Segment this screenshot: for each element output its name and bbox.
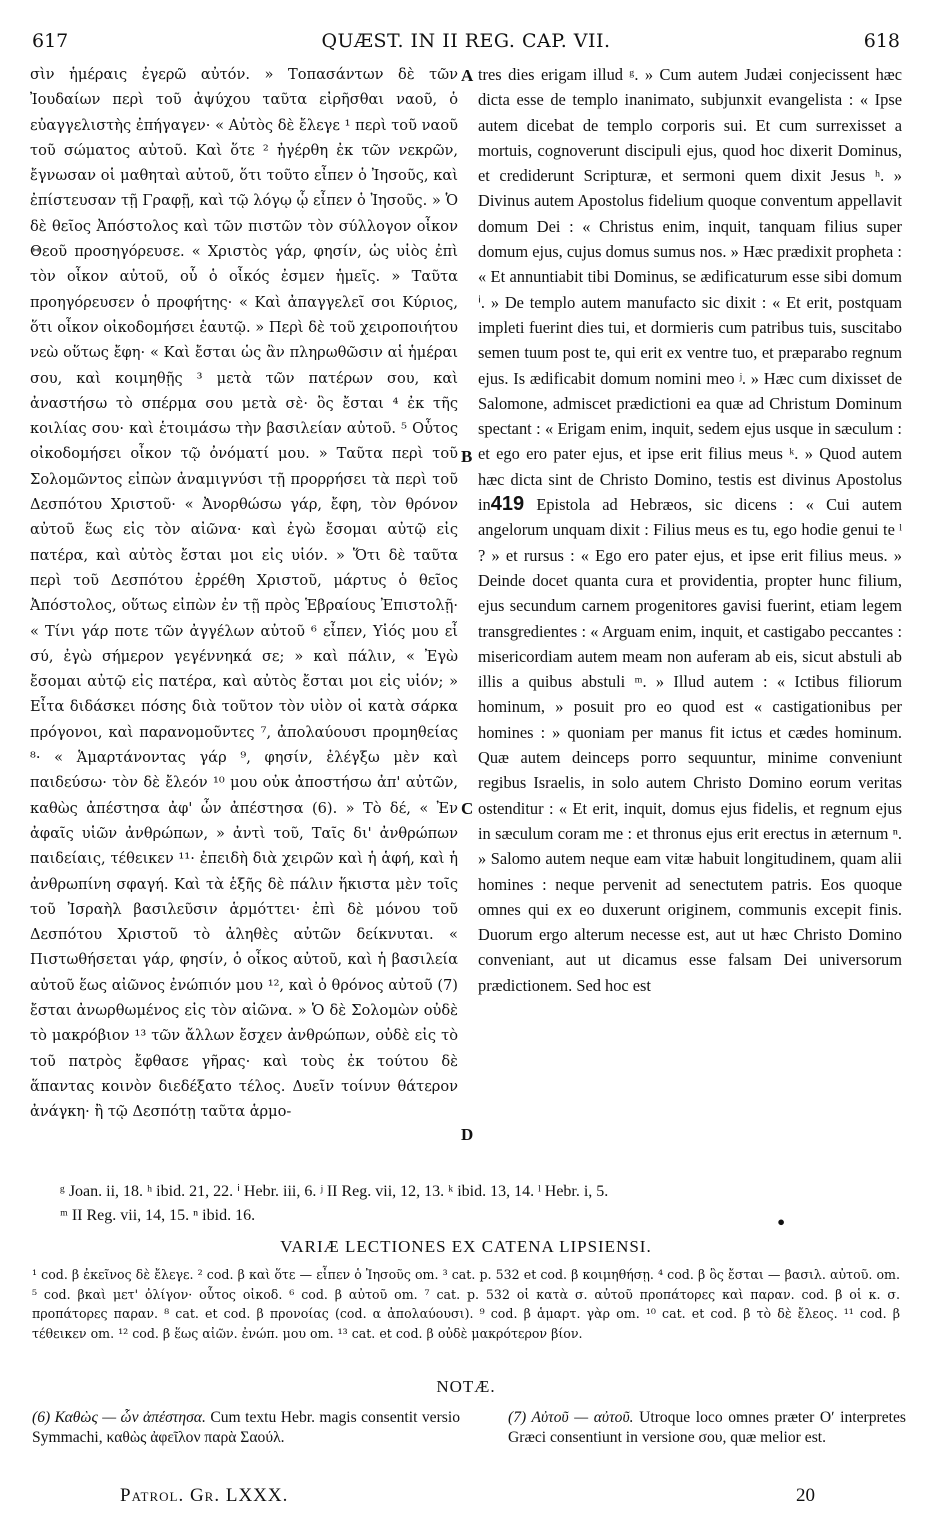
running-header bbox=[32, 30, 900, 56]
reference-line-2: ᵐ II Reg. vii, 14, 15. ⁿ ibid. 16. bbox=[60, 1207, 256, 1224]
note-6 bbox=[32, 1408, 460, 1448]
margin-marker-b: B bbox=[461, 447, 473, 466]
latin-text bbox=[478, 62, 902, 998]
greek-text: σὶν ἡμέραις ἐγερῶ αὐτόν. » Τοπασάντων δὲ τῶν Ἰουδαίων περὶ τοῦ ἀψύχου ταῦτα εἰρῆσθαι ναοῦ, ὁ εὐαγγελιστὴς ἐπήγαγεν· « Αὐτὸς δὲ ἔλεγε ¹ περὶ τοῦ ναοῦ τοῦ σώματος αὐτοῦ. Καὶ ὅτε ² ἠγέρθη ἐκ τῶν νεκρῶν, ἔγνωσαν οἱ μαθηταὶ αὐτοῦ, ὅτι τοῦτο εἶπεν ὁ Ἰησοῦς, καὶ ἐπίστευσαν τῇ Γραφῇ, καὶ τῷ λόγῳ ᾧ εἶπεν ὁ Ἰησοῦς. » Ὁ δὲ θεῖος Ἀπόστολος καὶ τῶν πιστῶν τὸν σύλλογον οἶκον Θεοῦ προσηγόρευσε. « Χριστὸς γάρ, φησίν, ὡς υἱὸς ἐπὶ τὸν οἶκον αὐτοῦ, οὗ ὁ οἶκός ἐσμεν ἡμεῖς. » Ταῦτα προηγόρευσεν ὁ προφήτης· « Καὶ ἀπαγγελεῖ σοι Κύριος, ὅτι οἶκον οἰκοδομήσει ἑαυτῷ. » Περὶ δὲ τοῦ χειροποιήτου νεὼ οὕτως ἔφη· « Καὶ ἔσται ὡς ἂν πληρωθῶσιν αἱ ἡμέραι σου, καὶ κοιμηθῇς ³ μετὰ τῶν πατέρων σου, καὶ ἀναστήσω τὸ σπέρμα σου μετὰ σὲ· ὃς ἔσται ⁴ ἐκ τῆς κοιλίας σου· καὶ ἑτοιμάσω τὴν βασιλείαν αὐτοῦ. ⁵ Οὗτος οἰκοδομήσει οἶκον τῷ ὀνόματί μου. » Ταῦτα περὶ τοῦ Σολομῶντος εἰπὼν ἀναμιγνύσι τῇ προρρήσει τὰ περὶ τοῦ Δεσπότου Χριστοῦ· « Ἀνορθώσω γάρ, ἔφη, τὸν θρόνον αὐτοῦ ἕως εἰς τὸν αἰῶνα· καὶ ἐγὼ ἔσομαι αὐτῷ εἰς πατέρα, καὶ αὐτὸς ἔσται μοι εἰς υἱόν. » Ὅτι δὲ ταῦτα περὶ τοῦ Δεσπότου ἐρρέθη Χριστοῦ, μάρτυς ὁ θεῖος Ἀπόστολος, οὕτως εἰπὼν ἐν τῇ πρὸς Ἑβραίους Ἐπιστολῇ· « Τίνι γάρ ποτε τῶν ἀγγέλων αὐτοῦ ⁶ εἶπεν, Υἱός μου εἶ σύ, ἐγὼ σήμερον γεγέννηκά σε; » καὶ πάλιν, « Ἐγὼ ἔσομαι αὐτῷ εἰς πατέρα, καὶ αὐτὸς ἔσται μοι εἰς υἱόν; » Εἶτα διδάσκει πόσης διὰ τοῦτον τὸν υἱὸν οἱ κατὰ σάρκα πρόγονοι, καὶ παρανομοῦντες ⁷, ἀπολαύουσι προμηθείας ⁸· « Ἁμαρτάνοντας γάρ ⁹, φησίν, ἐλέγξω μὲν καὶ παιδεύσω· τὸν δὲ ἔλεόν ¹⁰ μου οὐκ ἀποστήσω ἀπ' αὐτῶν, καθὼς ἀπέστησα ἀφ' ὧν ἀπέστησα (6). » Τὸ δέ, « Ἐν ἀφαῖς υἱῶν ἀνθρώπων, » ἀντὶ τοῦ, Ταῖς δι' ἀνθρώπων παιδείαις, τέθεικεν ¹¹· ἐπειδὴ διὰ χειρῶν καὶ ἡ ἁφή, καὶ ἡ ἀνθρωπίνη σφαγή. Καὶ τὰ ἑξῆς δὲ πάλιν ἥκιστα μὲν τοῖς τοῦ Ἰσραὴλ βασιλεῦσιν ἁρμόττει· ἐπὶ δὲ μόνου τοῦ Δεσπότου Χριστοῦ τὸ ἀληθὲς αὐτῶν δείκνυται. « Πιστωθήσεται γάρ, φησίν, ὁ οἶκος αὐτοῦ, καὶ ἡ βασιλεία αὐτοῦ ἕως αἰῶνος ἐνώπιόν μου ¹², καὶ ὁ θρόνος αὐτοῦ (7) ἔσται ἀνωρθωμένος εἰς τὸν αἰῶνα. » Ὁ δὲ Σολομὼν οὐδὲ τὸ μακρόβιον ¹³ τῶν ἄλλων ἔσχεν ἀνθρώπων, οὐδὲ εἰς τὸ τοῦ πατρὸς ἔφθασε γῆρας· καὶ τοὺς ἐκ τούτου δὲ ἅπαντας κοινὸν διεδέξατο τέλος. Δυεῖν τοίνυν θάτερον ἀνάγκη· ἢ τῷ Δεσπότῃ ταῦτα ἁρμο- bbox=[30, 66, 458, 1121]
column-number: 419 bbox=[490, 493, 525, 516]
page-number-right: 618 bbox=[863, 30, 900, 52]
variae-lectiones-title: VARIÆ LECTIONES EX CATENA LIPSIENSI. bbox=[280, 1237, 652, 1256]
page-footer bbox=[120, 1485, 822, 1511]
notae-title: NOTÆ. bbox=[436, 1377, 496, 1396]
note-7 bbox=[508, 1408, 906, 1448]
note-6-lemma: (6) Καθὼς — ὧν ἀπέστησα. bbox=[32, 1409, 206, 1426]
variant-readings-text: ¹ cod. β ἐκεῖνος δὲ ἔλεγε. ² cod. β καὶ ὅτε — εἶπεν ὁ Ἰησοῦς om. ³ cat. p. 532 et cod. β κοιμηθήσῃ. ⁴ cod. β ὃς ἔσται — βασιλ. αὐτοῦ. om. ⁵ cod. βκαὶ μετ' ὀλίγον· οὗτος οἰκοδ. ⁶ cod. β αὐτοῦ om. ⁷ cat. p. 532 οἱ κατὰ σ. αὐτοῦ προπάτορες καὶ παραν. cod. β οἱ κ. σ. προπάτορες παραν. ⁸ cat. et cod. β προνοίας (cod. α ἀπολαύουσι). ⁹ cod. β ἁμαρτ. γὰρ om. ¹⁰ cat. et cod. β τὸ δὲ ἔλεος. ¹¹ cod. β τέθεικεν om. ¹² cod. β ἕως αἰῶν. ἐνώπ. μου om. ¹³ cat. et cod. β οὐδὲ μακρότερον βίον. bbox=[32, 1267, 900, 1341]
ornament-dot: • bbox=[776, 1213, 787, 1232]
note-7-text: Utroque loco omnes præter Οʹ interpretes Græci consentiunt in versione σου, quæ melior est. bbox=[508, 1409, 906, 1446]
latin-column bbox=[478, 62, 902, 1152]
margin-marker-d: D bbox=[461, 1125, 474, 1144]
running-title: QUÆST. IN II REG. CAP. VII. bbox=[321, 30, 611, 52]
latin-text-part-a: tres dies erigam illud ᵍ. » Cum autem Judæi conjecissent hæc dicta esse de templo inanimato, subjunxit evangelista : « Ipse autem dicebat de templo corporis sui. Et cum surrexisset a mortuis, cognoverunt discipuli ejus, quod hoc dixerit Dominus, et crediderunt Scripturæ, et sermoni quem dixit Jesus ʰ. » Divinus autem Apostolus fidelium quoque conventum appellavit domum Dei : « Christus enim, inquit, tanquam filius super domum ejus, cujus domus sumus nos. » Hæc prædixit propheta : « Et annuntiabit tibi Dominus, se ædificaturum esse sibi domum ⁱ. » De templo autem manufacto sic dixit : « Et erit, postquam impleti fuerint dies tui, et dormieris cum patribus tuis, suscitabo semen tuum post te, qui erit ex ventre tuo, et præparabo regnum ejus. Is ædificabit domum nomini meo ʲ. » Hæc cum dixisset de Salomone, admiscet prædictioni ea quæ ad Christum Dominum spectant : « Erigam enim, inquit, sedem ejus usque in sæculum : et ego ero pater ejus, et ipse erit filius meus ᵏ. » Quod autem hæc dicta sint de Christo Domino, testis est divinus Apostolus in bbox=[478, 65, 902, 515]
margin-marker-c: C bbox=[461, 799, 474, 818]
note-7-lemma: (7) Αὐτοῦ — αὐτοῦ. bbox=[508, 1409, 634, 1426]
patrologia-volume: Patrol. Gr. LXXX. bbox=[120, 1485, 289, 1506]
signature-number: 20 bbox=[796, 1485, 815, 1506]
note-6-text: Cum textu Hebr. magis consentit versio Symmachi, καθὼς ἀφεῖλον παρὰ Σαούλ. bbox=[32, 1409, 460, 1446]
greek-column bbox=[30, 62, 458, 1152]
margin-marker-a: A bbox=[461, 66, 474, 85]
reference-line-1: ᵍ Joan. ii, 18. ʰ ibid. 21, 22. ⁱ Hebr. iii, 6. ʲ II Reg. vii, 12, 13. ᵏ ibid. 13, 14. ˡ Hebr. i, 5. bbox=[60, 1183, 609, 1200]
page-number-left: 617 bbox=[32, 30, 69, 52]
variant-readings bbox=[32, 1265, 900, 1343]
latin-text-part-b: Epistola ad Hebræos, sic dicens : « Cui autem angelorum unquam dixit : Filius meus es tu, ego hodie genui te ˡ ? » et rursus : « Ego ero pater ejus, et ipse erit filius meus. » Deinde docet quanta cura et providentia, propter hunc filium, ejus secundum carnem progenitores gavisi fuerint, etiam legem transgredientes : « Arguam enim, inquit, et castigabo peccantes : misericordiam autem meam non auferam ab eis, sicut abstuli ab illis a quibus abstuli ᵐ. » Illud autem : « Ictibus filiorum hominum, » posuit pro eo quod est « castigationibus per homines : » quoniam per manus fit ictus et cædes hominum. Quæ autem deinceps porro sequuntur, minime conveniunt regibus Israelis, in solo autem Christo Domino eorum veritas ostenditur : « Et erit, inquit, domus ejus fidelis, et regnum ejus in sæculum coram me : et thronus ejus erit erectus in æternum ⁿ. » Salomo autem neque eam vitæ habuit longitudinem, quam alii homines : neque pervenit ad senectutem patris. Eos quoque omnes qui ex eo duxerunt originem, communis excepit finis. Duorum ergo alterum necesse est, aut ut hæc Christo Domino conveniant, aut ut dicamus esse falsam Dei universorum prædictionem. Sed hoc est bbox=[478, 495, 902, 995]
